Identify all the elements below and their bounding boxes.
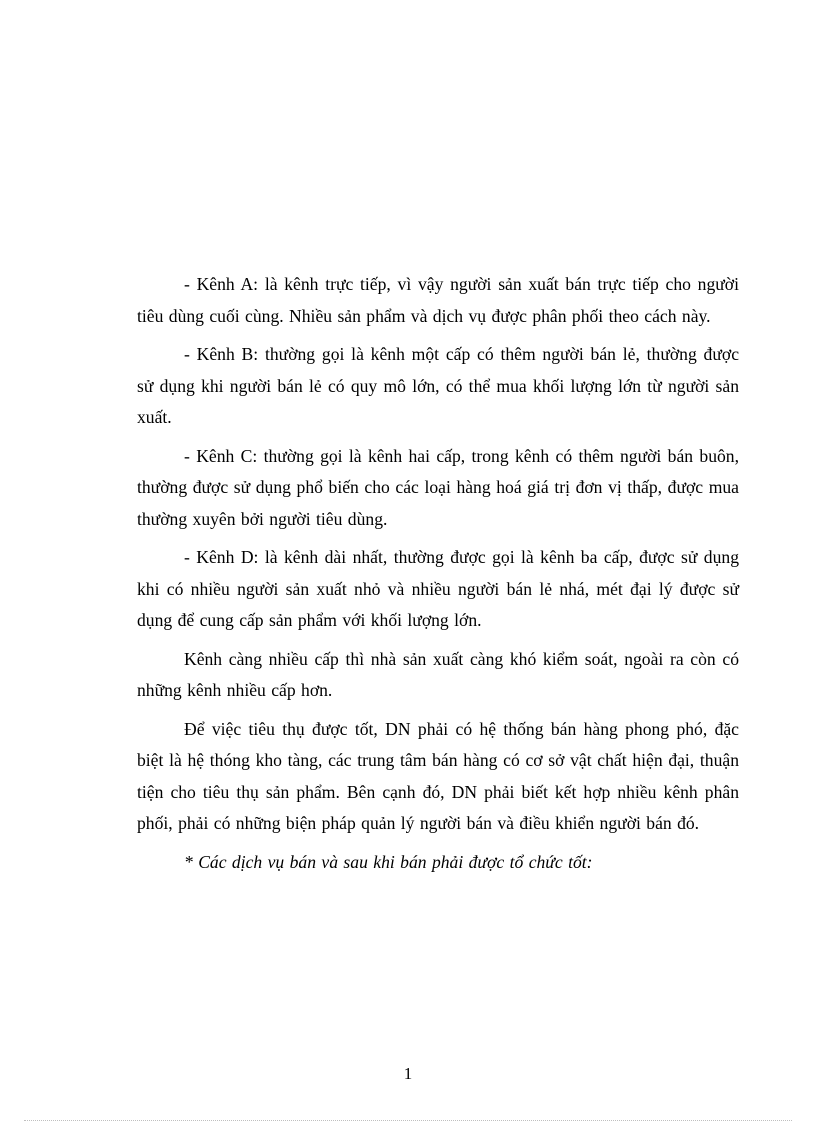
paragraph-channel-levels: Kênh càng nhiều cấp thì nhà sản xuất càng khó kiểm soát, ngoài ra còn có những kênh nhiều cấp hơn. <box>137 648 739 700</box>
italic-section-heading: * Các dịch vụ bán và sau khi bán phải được tổ chức tốt: <box>184 851 593 872</box>
paragraph-sales-system: Để việc tiêu thụ được tốt, DN phải có hệ thống bán hàng phong phó, đặc biệt là hệ thóng kho tàng, các trung tâm bán hàng có cơ sở vật chất hiện đại, thuận tiện cho tiêu thụ sản phẩm. Bên cạnh đó, DN phải biết kết hợp nhiều kênh phân phối, phải có những biện pháp quản lý người bán và điều khiển người bán đó. <box>137 718 739 833</box>
paragraph-channel-a: - Kênh A: là kênh trực tiếp, vì vậy người sản xuất bán trực tiếp cho người tiêu dùng cuối cùng. Nhiều sản phẩm và dịch vụ được phân phối theo cách này. <box>137 274 739 326</box>
paragraph-channel-d: - Kênh D: là kênh dài nhất, thường được gọi là kênh ba cấp, được sử dụng khi có nhiều người sản xuất nhỏ và nhiều người bán lẻ nhá, mét đại lý được sử dụng để cung cấp sản phẩm với khối lượng lớn. <box>137 547 739 630</box>
page-bottom-rule <box>24 1120 792 1121</box>
document-body <box>137 269 739 885</box>
paragraph-channel-b: - Kênh B: thường gọi là kênh một cấp có thêm người bán lẻ, thường được sử dụng khi người bán lẻ có quy mô lớn, có thể mua khối lượng lớn từ người sản xuất. <box>137 344 739 427</box>
page-number: 1 <box>403 1064 413 1083</box>
paragraph-channel-c: - Kênh C: thường gọi là kênh hai cấp, trong kênh có thêm người bán buôn, thường được sử dụng phổ biến cho các loại hàng hoá giá trị đơn vị thấp, được mua thường xuyên bởi người tiêu dùng. <box>137 445 739 529</box>
